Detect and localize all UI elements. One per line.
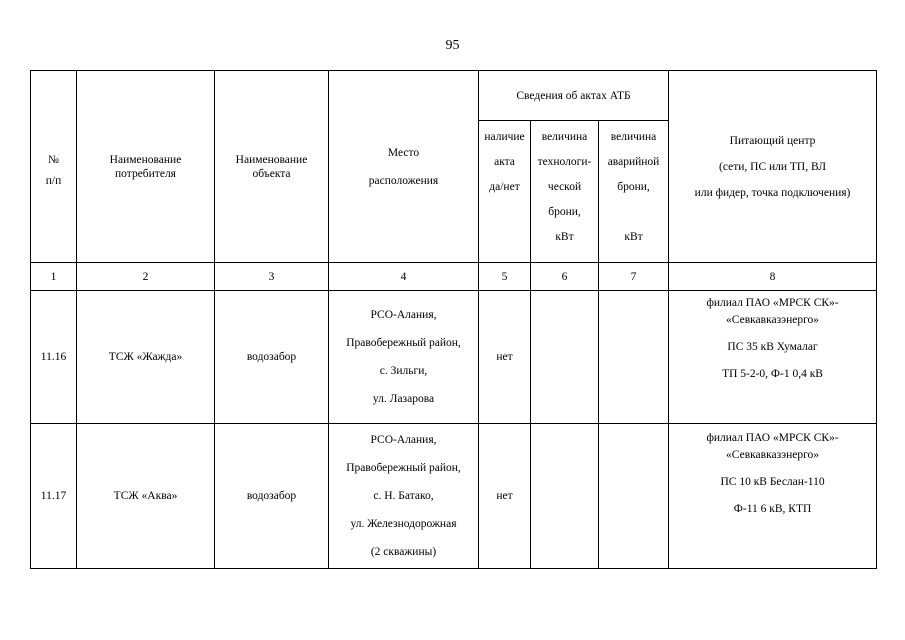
column-number-row [31, 263, 877, 291]
header-supply-line: (сети, ПС или ТП, ВЛ [719, 160, 827, 173]
header-object-line: объекта [252, 167, 291, 180]
column-number: 6 [531, 263, 599, 291]
column-number: 4 [329, 263, 479, 291]
row-supply [669, 424, 877, 569]
header-atb-presence [479, 121, 531, 263]
row-object: водозабор [215, 291, 329, 424]
header-atb-tech-line: брони, [548, 206, 581, 218]
location-line: Правобережный район, [346, 337, 461, 349]
column-number: 1 [31, 263, 77, 291]
row-object: водозабор [215, 424, 329, 569]
header-object-line: Наименование [235, 153, 308, 166]
header-atb-tech [531, 121, 599, 263]
table-row [31, 291, 877, 424]
row-num: 11.16 [31, 291, 77, 424]
supply-line: ТП 5-2-0, Ф-1 0,4 кВ [722, 368, 823, 380]
row-consumer: ТСЖ «Аква» [77, 424, 215, 569]
header-atb-tech-line: ческой [547, 181, 582, 193]
column-number: 3 [215, 263, 329, 291]
header-atb-presence-line: акта [494, 156, 515, 168]
supply-line: «Севкавказэнерго» [726, 314, 820, 326]
header-atb-tech-line: величина [541, 131, 588, 143]
header-object [215, 71, 329, 263]
row-presence: нет [479, 424, 531, 569]
location-line: (2 скважины) [370, 546, 437, 558]
header-atb-presence-line: да/нет [489, 181, 520, 193]
consumers-table [30, 70, 877, 569]
row-location [329, 424, 479, 569]
supply-line: «Севкавказэнерго» [726, 449, 820, 461]
header-atb-emergency [599, 121, 669, 263]
row-emergency [599, 424, 669, 569]
location-line: ул. Железнодорожная [350, 518, 457, 530]
location-line: Правобережный район, [346, 462, 461, 474]
column-number: 5 [479, 263, 531, 291]
column-number: 7 [599, 263, 669, 291]
column-number: 2 [77, 263, 215, 291]
location-line: с. Н. Батако, [373, 490, 434, 502]
location-line: РСО-Алания, [370, 434, 437, 446]
row-num: 11.17 [31, 424, 77, 569]
row-consumer: ТСЖ «Жажда» [77, 291, 215, 424]
location-line: ул. Лазарова [372, 393, 435, 405]
page-number: 95 [445, 38, 460, 53]
header-supply-line: Питающий центр [729, 134, 816, 147]
supply-line: ПС 10 кВ Беслан-110 [720, 476, 825, 488]
header-atb-tech-line: технологи- [537, 156, 592, 168]
header-consumer-line: потребителя [115, 167, 176, 180]
header-supply-center [669, 71, 877, 263]
row-tech [531, 291, 599, 424]
header-consumer-line: Наименование [109, 153, 182, 166]
header-num-line: № [48, 153, 59, 166]
header-row-top [31, 71, 877, 121]
table-row [31, 424, 877, 569]
row-tech [531, 424, 599, 569]
header-location-line: Место [387, 146, 420, 159]
header-location [329, 71, 479, 263]
supply-line: филиал ПАО «МРСК СК»- [706, 297, 839, 309]
header-atb-presence-line: наличие [484, 131, 525, 143]
row-location [329, 291, 479, 424]
header-atb-emergency-line: кВт [624, 231, 643, 243]
row-emergency [599, 291, 669, 424]
header-num-line: п/п [45, 174, 62, 187]
supply-line: Ф-11 6 кВ, КТП [733, 503, 812, 515]
column-number: 8 [669, 263, 877, 291]
header-atb-emergency-line: брони, [617, 181, 650, 193]
supply-line: ПС 35 кВ Хумалаг [727, 341, 818, 353]
row-supply [669, 291, 877, 424]
header-atb-emergency-line: аварийной [607, 156, 660, 168]
header-location-line: расположения [368, 174, 439, 187]
header-atb-tech-line: кВт [555, 231, 574, 243]
header-supply-line: или фидер, точка подключения) [694, 186, 851, 199]
header-num [31, 71, 77, 263]
location-line: РСО-Алания, [370, 309, 437, 321]
header-atb-group: Сведения об актах АТБ [479, 71, 669, 121]
header-consumer [77, 71, 215, 263]
location-line: с. Зильги, [379, 365, 428, 377]
row-presence: нет [479, 291, 531, 424]
header-atb-emergency-line: величина [610, 131, 657, 143]
supply-line: филиал ПАО «МРСК СК»- [706, 432, 839, 444]
